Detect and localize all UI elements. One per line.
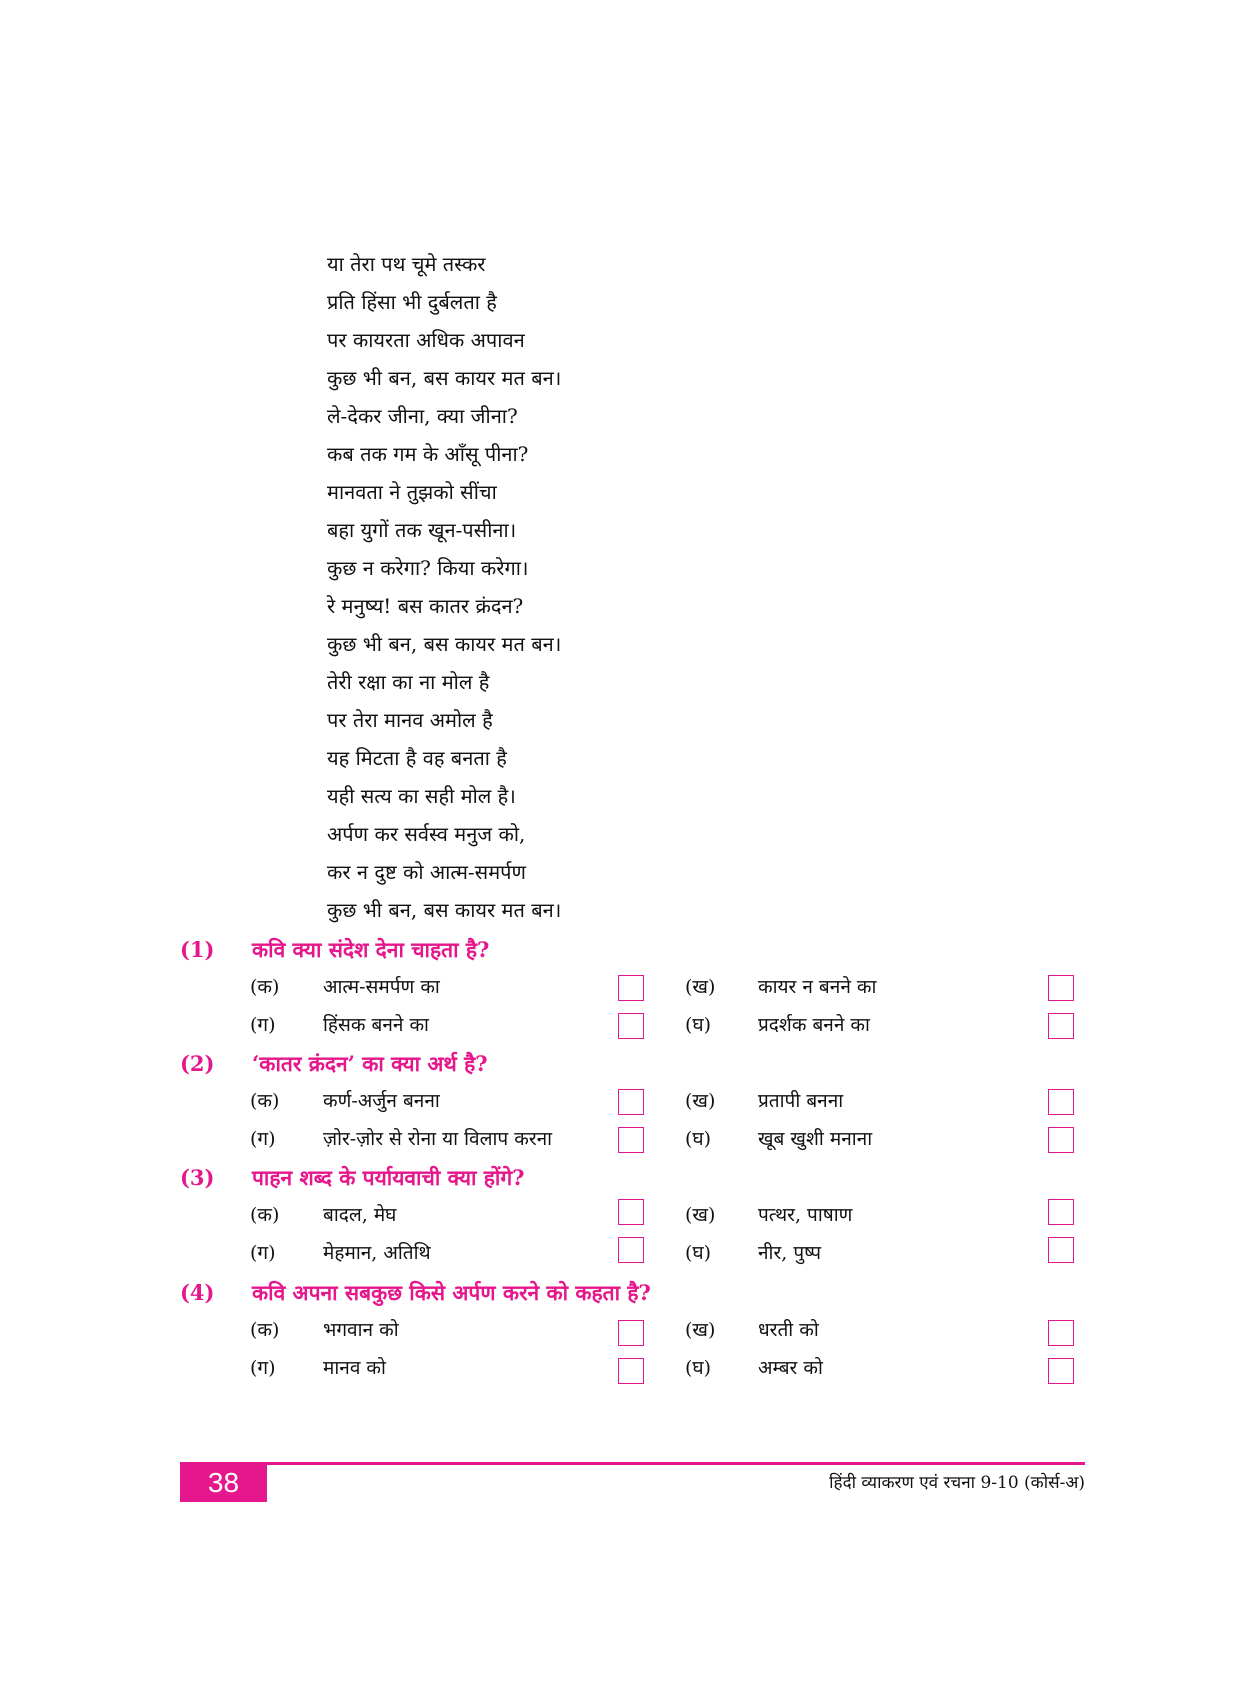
answer-checkbox[interactable]	[618, 1358, 644, 1384]
option-text: मेहमान, अतिथि	[323, 1242, 431, 1264]
poem-line: ले-देकर जीना, क्या जीना?	[327, 404, 518, 428]
answer-checkbox[interactable]	[1048, 1013, 1074, 1039]
option-text: अम्बर को	[758, 1357, 823, 1379]
answer-checkbox[interactable]	[618, 1237, 644, 1263]
poem-line: अर्पण कर सर्वस्व मनुज को,	[327, 822, 526, 846]
answer-checkbox[interactable]	[618, 1013, 644, 1039]
poem-line: कब तक गम के आँसू पीना?	[327, 442, 529, 466]
poem-line: यही सत्य का सही मोल है।	[327, 784, 516, 808]
question-text: कवि क्या संदेश देना चाहता है?	[252, 937, 490, 962]
option-label: (ग)	[250, 1242, 276, 1264]
poem-line: कर न दुष्ट को आत्म-समर्पण	[327, 860, 526, 884]
option-label: (ख)	[685, 1090, 716, 1112]
option-text: नीर, पुष्प	[758, 1242, 822, 1264]
option-label: (घ)	[685, 1242, 712, 1264]
option-label: (घ)	[685, 1014, 712, 1036]
option-label: (ग)	[250, 1014, 276, 1036]
poem-line: पर कायरता अधिक अपावन	[327, 328, 525, 352]
option-label: (घ)	[685, 1128, 712, 1150]
poem-line: तेरी रक्षा का ना मोल है	[327, 670, 490, 694]
option-label: (ग)	[250, 1357, 276, 1379]
answer-checkbox[interactable]	[1048, 1127, 1074, 1153]
answer-checkbox[interactable]	[1048, 1089, 1074, 1115]
answer-checkbox[interactable]	[1048, 975, 1074, 1001]
question-text: पाहन शब्द के पर्यायवाची क्या होंगे?	[252, 1165, 525, 1190]
option-text: हिंसक बनने का	[323, 1014, 429, 1036]
option-label: (ख)	[685, 1319, 716, 1341]
option-text: कर्ण-अर्जुन बनना	[323, 1090, 440, 1112]
question-number: (4)	[180, 1280, 215, 1305]
option-label: (क)	[250, 1204, 280, 1226]
option-text: भगवान को	[323, 1319, 399, 1341]
poem-line: यह मिटता है वह बनता है	[327, 746, 507, 770]
book-title: हिंदी व्याकरण एवं रचना 9-10 (कोर्स-अ)	[829, 1473, 1085, 1493]
answer-checkbox[interactable]	[618, 1127, 644, 1153]
answer-checkbox[interactable]	[1048, 1320, 1074, 1346]
option-text: प्रतापी बनना	[758, 1090, 844, 1112]
poem-line: या तेरा पथ चूमे तस्कर	[327, 252, 486, 276]
option-text: बादल, मेघ	[323, 1204, 397, 1226]
answer-checkbox[interactable]	[1048, 1237, 1074, 1263]
answer-checkbox[interactable]	[1048, 1199, 1074, 1225]
answer-checkbox[interactable]	[618, 975, 644, 1001]
option-text: प्रदर्शक बनने का	[758, 1014, 870, 1036]
footer-divider	[180, 1462, 1085, 1465]
answer-checkbox[interactable]	[618, 1089, 644, 1115]
poem	[327, 245, 561, 929]
option-label: (ख)	[685, 1204, 716, 1226]
poem-line: कुछ भी बन, बस कायर मत बन।	[327, 632, 562, 656]
answer-checkbox[interactable]	[618, 1320, 644, 1346]
poem-line: प्रति हिंसा भी दुर्बलता है	[327, 290, 497, 314]
poem-line: पर तेरा मानव अमोल है	[327, 708, 493, 732]
option-label: (क)	[250, 1090, 280, 1112]
question-text: कवि अपना सबकुछ किसे अर्पण करने को कहता है?	[252, 1280, 651, 1305]
answer-checkbox[interactable]	[618, 1199, 644, 1225]
option-label: (ग)	[250, 1128, 276, 1150]
option-text: खूब खुशी मनाना	[758, 1128, 873, 1150]
option-label: (क)	[250, 976, 280, 998]
option-text: मानव को	[323, 1357, 386, 1379]
question-text: ‘कातर क्रंदन’ का क्या अर्थ है?	[252, 1051, 488, 1076]
page-number: 38	[180, 1462, 267, 1502]
poem-line: कुछ भी बन, बस कायर मत बन।	[327, 366, 562, 390]
question-number: (2)	[180, 1051, 215, 1076]
poem-line: बहा युगों तक खून-पसीना।	[327, 518, 517, 542]
option-text: धरती को	[758, 1319, 819, 1341]
option-label: (क)	[250, 1319, 280, 1341]
option-label: (ख)	[685, 976, 716, 998]
poem-line: मानवता ने तुझको सींचा	[327, 480, 497, 504]
poem-line: कुछ भी बन, बस कायर मत बन।	[327, 898, 562, 922]
answer-checkbox[interactable]	[1048, 1358, 1074, 1384]
option-label: (घ)	[685, 1357, 712, 1379]
poem-line: रे मनुष्य! बस कातर क्रंदन?	[327, 594, 524, 618]
option-text: कायर न बनने का	[758, 976, 877, 998]
option-text: आत्म-समर्पण का	[323, 976, 440, 998]
question-number: (1)	[180, 937, 215, 962]
option-text: पत्थर, पाषाण	[758, 1204, 853, 1226]
option-text: ज़ोर-ज़ोर से रोना या विलाप करना	[323, 1128, 553, 1150]
poem-line: कुछ न करेगा? किया करेगा।	[327, 556, 529, 580]
question-number: (3)	[180, 1165, 215, 1190]
